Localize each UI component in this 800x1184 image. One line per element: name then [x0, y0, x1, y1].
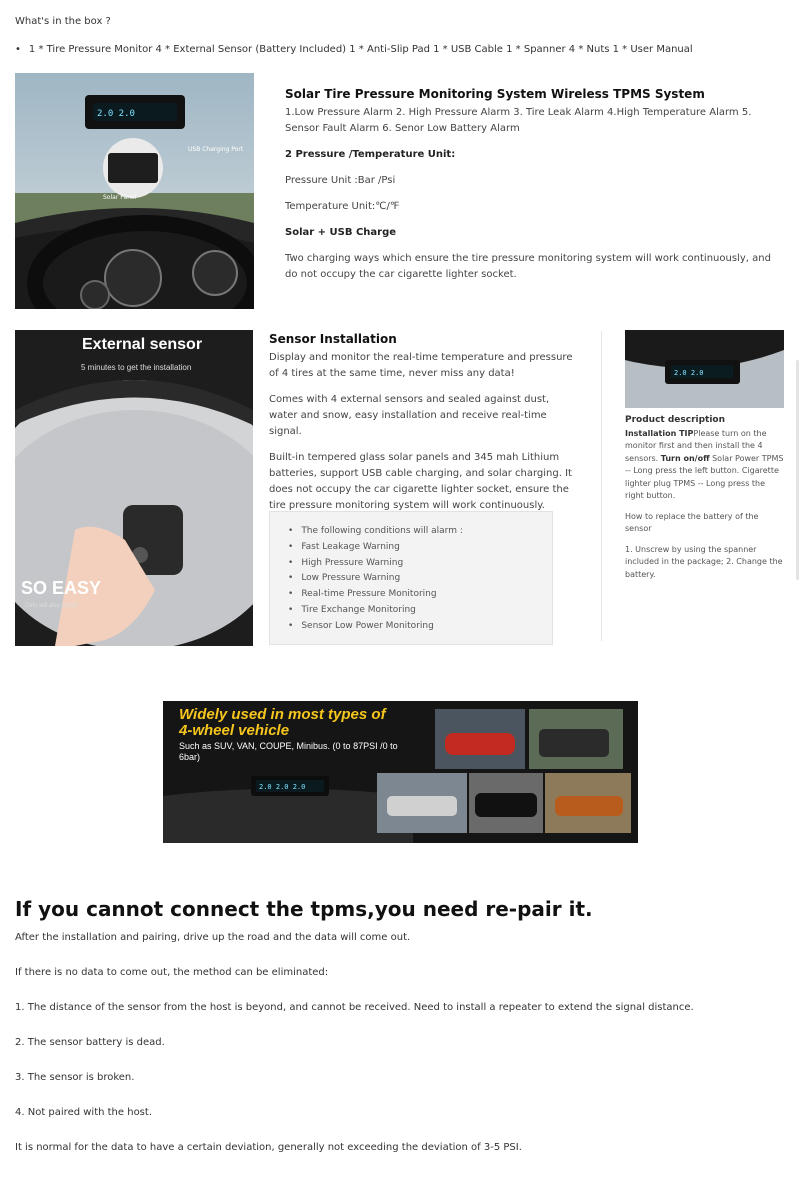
installation-tip [625, 428, 785, 503]
page-title: If you cannot connect the tpms,you need re-pair it. [15, 897, 593, 921]
product-features-section [285, 86, 780, 293]
so-easy-title: SO EASY [21, 578, 102, 598]
column-divider [601, 331, 602, 641]
charge-heading: Solar + USB Charge [285, 227, 397, 238]
paragraph: Comes with 4 external sensors and sealed against dust, water and snow, easy installation and receive real-time signal. [269, 394, 550, 437]
banner-subtitle: Such as SUV, VAN, COUPE, Minibus. (0 to 87PSI /0 to 6bar) [179, 741, 398, 762]
paragraph: 1. The distance of the sensor from the host is beyond, and cannot be received. Need to install a repeater to extend the signal distance. [15, 1002, 694, 1013]
list-item: • Low Pressure Warning [288, 571, 552, 587]
so-easy-subtitle: Girls will also install [25, 603, 78, 609]
banner-title-line2: 4-wheel vehicle [179, 722, 290, 739]
charge-text: Two charging ways which ensure the tire pressure monitoring system will work continuously, and do not occupy the car cigarette lighter socket. [285, 253, 771, 280]
external-sensor-title: External sensor [82, 336, 203, 353]
list-item: • The following conditions will alarm : [288, 524, 552, 540]
list-item: • Real-time Pressure Monitoring [288, 587, 552, 603]
product-description-section [625, 414, 785, 589]
paragraph: 4. Not paired with the host. [15, 1107, 152, 1118]
banner-title-line1: Widely used in most types of [179, 706, 386, 723]
list-item: • 1 * Tire Pressure Monitor 4 * External Sensor (Battery Included) 1 * Anti-Slip Pad 1 * USB Cable 1 * Spanner 4 * Nuts 1 * User Manual [15, 44, 693, 55]
section-title: Solar Tire Pressure Monitoring System Wireless TPMS System [285, 87, 705, 101]
tip-label: Installation TIP [625, 428, 694, 438]
vehicle-types-banner [163, 701, 638, 843]
paragraph: 3. The sensor is broken. [15, 1072, 135, 1083]
alarm-features: 1.Low Pressure Alarm 2. High Pressure Alarm 3. Tire Leak Alarm 4.High Temperature Alarm 5. Sensor Fault Alarm 6. Senor Low Battery Alarm [285, 107, 752, 134]
svg-text:2.0 2.0 2.0: 2.0 2.0 2.0 [259, 783, 306, 791]
section-heading: Product description [625, 415, 726, 425]
battery-question: How to replace the battery of the sensor [625, 511, 759, 533]
scrollbar[interactable] [796, 360, 799, 580]
temperature-unit: Temperature Unit:℃/℉ [285, 201, 400, 212]
paragraph: It is normal for the data to have a certain deviation, generally not exceeding the deviation of 3-5 PSI. [15, 1142, 522, 1153]
box-contents-list [15, 44, 693, 55]
box-title: What's in the box ? [15, 16, 111, 27]
paragraph: Display and monitor the real-time temperature and pressure of 4 tires at the same time, never miss any data! [269, 352, 573, 379]
list-item: • Fast Leakage Warning [288, 540, 552, 556]
product-dashboard-image [15, 73, 254, 309]
repair-instructions-section [15, 897, 785, 1176]
external-sensor-image [15, 330, 253, 646]
tip-text: Please turn on the monitor first and then install the 4 sensors. [625, 428, 767, 463]
external-sensor-subtitle: 5 minutes to get the installation [81, 363, 192, 372]
list-item: • High Pressure Warning [288, 556, 552, 572]
paragraph: 2. The sensor battery is dead. [15, 1037, 165, 1048]
battery-answer: 1. Unscrew by using the spanner included in the package; 2. Change the battery. [625, 544, 783, 579]
solar-panel-label: Solar Panel [103, 194, 137, 201]
list-item: • Tire Exchange Monitoring [288, 603, 552, 619]
alarm-conditions-box [269, 511, 553, 645]
list-item: • Sensor Low Power Monitoring [288, 619, 552, 635]
usb-port-label: USB Charging Port [188, 146, 244, 153]
paragraph: Built-in tempered glass solar panels and 345 mah Lithium batteries, support USB cable charging, and solar charging. It does not occupy the car cigarette lighter socket, ensure the tire pressure monitoring system will work continuously. [269, 452, 572, 511]
product-description-image [625, 330, 784, 408]
onoff-label: Turn on/off [660, 453, 710, 463]
svg-text:2.0 2.0: 2.0 2.0 [674, 369, 704, 377]
paragraph: If there is no data to come out, the method can be eliminated: [15, 967, 329, 978]
onoff-text: Solar Power TPMS -- Long press the left button. Cigarette lighter plug TPMS -- Long press the right button. [625, 453, 784, 500]
sensor-installation-section [269, 331, 577, 524]
pressure-unit: Pressure Unit :Bar /Psi [285, 175, 396, 186]
paragraph: After the installation and pairing, drive up the road and the data will come out. [15, 932, 411, 943]
section-title: Sensor Installation [269, 332, 397, 346]
svg-text:2.0 2.0: 2.0 2.0 [97, 109, 135, 119]
unit-heading: 2 Pressure /Temperature Unit: [285, 149, 456, 160]
